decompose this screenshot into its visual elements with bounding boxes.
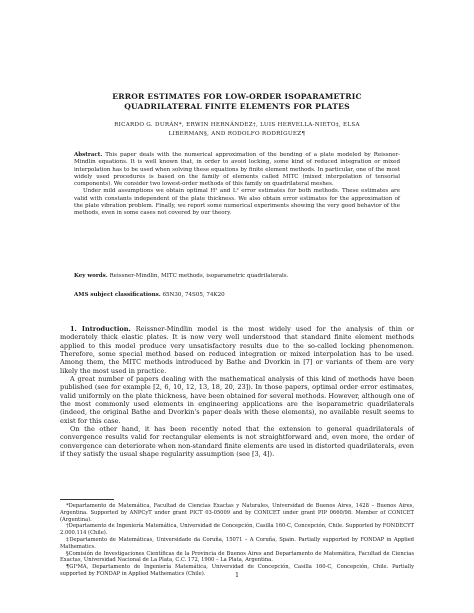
author-list xyxy=(60,121,414,139)
page-number: 1 xyxy=(235,572,239,579)
intro-paragraph-3: On the other hand, it has been recently noted that the extension to general quadrilaterals of convergence results valid for rectangular elements is not straightforward and, even more, the order of convergence can deteriorate when non-standard finite elements are used in distorted quadrilaterals, even if they satisfy the usual shape regularity assumption (see [3, 4]). xyxy=(60,425,414,459)
footnote-5: ¶GI²MA, Departamento de Ingeniería Matemática, Universidad de Concepción, Casilla 160-C, Concepción, Chile. Partially supported by FONDAP in Applied Mathematics (Chile). xyxy=(60,564,414,577)
abstract-text-1: This paper deals with the numerical approximation of the bending of a plate modeled by Reissner-Mindlin equations. It is well known that, in order to avoid locking, some kind of reduced integration or mixed interpolation has to be used when solving these equations by finite element methods. In particular, one of the most widely used procedures is based on the family of elements called MITC (mixed interpolation of tensorial components). We consider two lowest-order methods of this family on quadrilateral meshes. xyxy=(74,152,400,188)
authors-line-2: LIBERMAN§, AND RODOLFO RODRÍGUEZ¶ xyxy=(168,131,306,137)
abstract-paragraph-1 xyxy=(74,152,400,188)
ams-classification xyxy=(74,292,400,299)
footnotes xyxy=(60,503,414,578)
abstract-paragraph-2: Under mild assumptions we obtain optimal H¹ and L² error estimates for both methods. These estimates are valid with constants independent of the plate thickness. We also obtain error estimates for the approximation of the plate vibration problem. Finally, we report some numerical experiments showing the very good behavior of the methods, even in some cases not covered by our theory. xyxy=(74,188,400,217)
section-heading: 1. Introduction. xyxy=(70,325,131,333)
footnote-4: §Comisión de Investigaciones Científicas de la Provincia de Buenos Aires and Departamento de Matemática, Facultad de Ciencias Exactas, Universidad Nacional de La Plata, C.C. 172, 1900 – La Plata, Argentina. xyxy=(60,550,414,564)
intro-paragraph-1 xyxy=(60,325,414,375)
footnote-3: ‡Departamento de Matemáticas, Universidade da Coruña, 15071 – A Coruña, Spain. Partially supported by FONDAP in Applied Mathematics. xyxy=(60,536,414,550)
footnote-2: †Departamento de Ingeniería Matemática, Universidad de Concepción, Casilla 160-C, Concepción, Chile. Supported by FONDECYT 2.000.114 (Chile). xyxy=(60,523,414,537)
abstract xyxy=(74,152,400,218)
intro-paragraph-2: A great number of papers dealing with the mathematical analysis of this kind of methods have been published (see for example [2, 6, 10, 12, 13, 18, 20, 23]). In those papers, optimal order error estimates, valid uniformly on the plate thickness, have been obtained for several methods. However, although one of the most commonly used elements in engineering applications are the isoparametric quadrilaterals (indeed, the original Bathe and Dvorkin's paper deals with these elements), no available result seems to exist for this case. xyxy=(60,375,414,425)
intro-text-1: Reissner-Mindlin model is the most widely used for the analysis of thin or moderately thick elastic plates. It is now very well understood that standard finite element methods applied to this model produce very unsatisfactory results due to the so-called locking phenomenon. Therefore, some special method based on reduced integration or mixed interpolation has to be used. Among them, the MITC methods introduced by Bathe and Dvorkin in [7] or variants of them are very likely the most used in practice. xyxy=(60,325,414,375)
keywords xyxy=(74,273,400,280)
footnote-1: *Departamento de Matemática, Facultad de Ciencias Exactas y Naturales, Universidad de Buenos Aires, 1428 – Buenos Aires, Argentina. Supported by ANPCyT under grant PICT 03-05009 and by CONICET under grant PIP 0660/98. Member of CONICET (Argentina). xyxy=(60,503,414,523)
ams-label: AMS subject classifications. xyxy=(74,292,161,298)
ams-text: 65N30, 74S05, 74K20 xyxy=(162,292,225,298)
keywords-label: Key words. xyxy=(74,273,108,279)
paper-title xyxy=(0,92,474,112)
keywords-text: Reissner-Mindlin, MITC methods, isoparametric quadrilaterals. xyxy=(109,273,289,279)
introduction-section xyxy=(60,325,414,459)
title-line-1: ERROR ESTIMATES FOR LOW-ORDER ISOPARAMETRIC xyxy=(112,92,362,101)
abstract-label: Abstract. xyxy=(74,152,103,158)
title-line-2: QUADRILATERAL FINITE ELEMENTS FOR PLATES xyxy=(124,102,350,111)
authors-line-1: RICARDO G. DURÁN*, ERWIN HERNÁNDEZ†, LUIS HERVELLA-NIETO‡, ELSA xyxy=(114,122,360,128)
footnote-divider xyxy=(60,499,114,500)
